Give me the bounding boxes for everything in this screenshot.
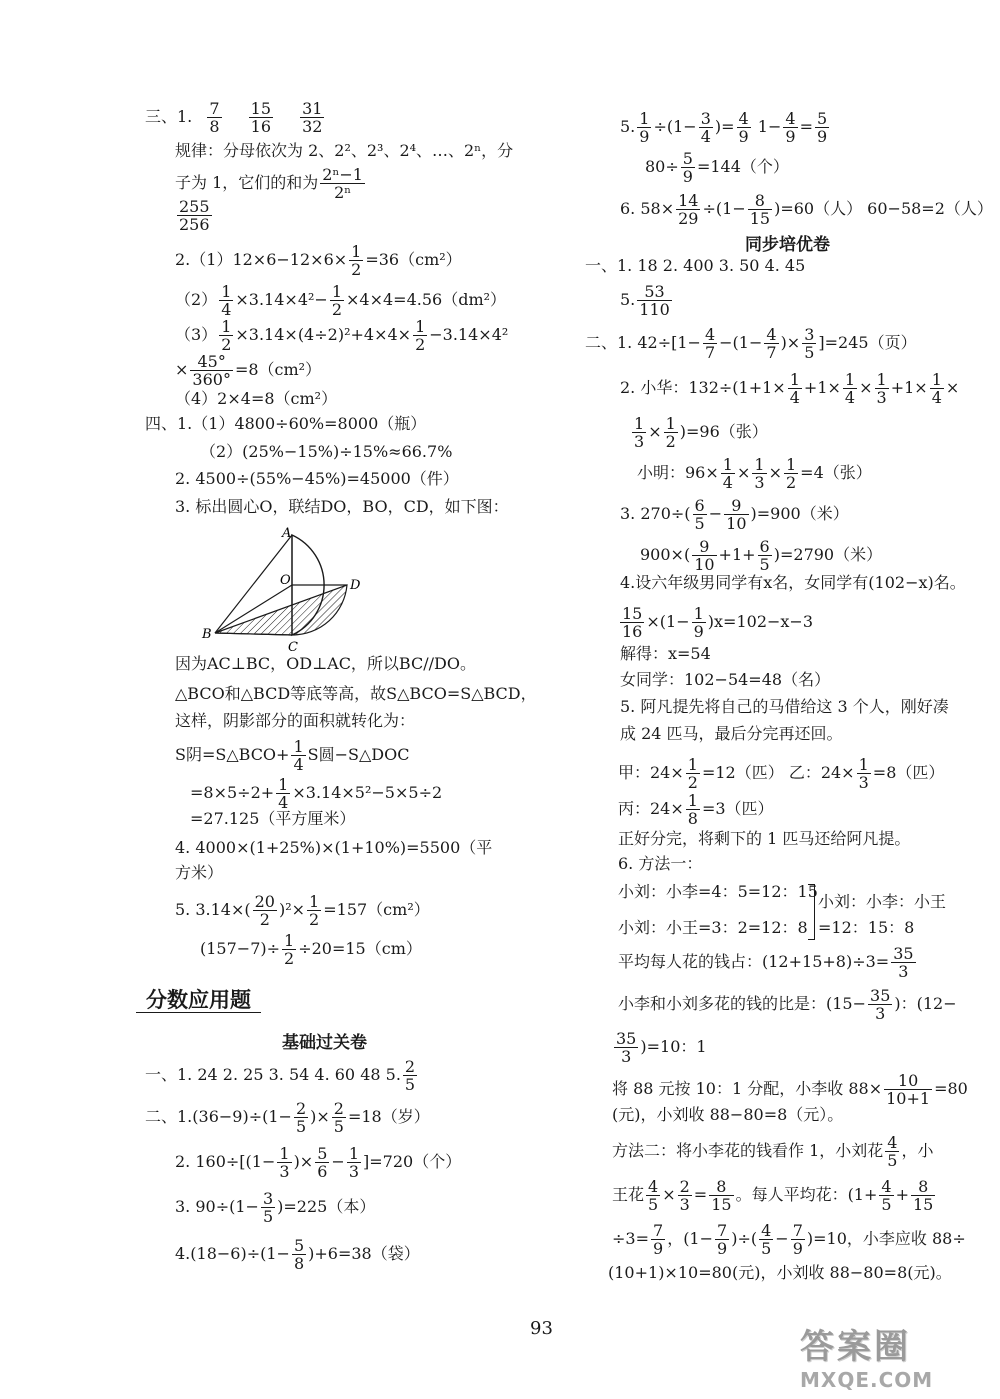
q4-3: 3. 标出圆心O，联结DO，BO，CD，如下图： <box>175 497 509 516</box>
text: × <box>175 360 189 379</box>
fraction: $\frac{8}{15}$ <box>749 191 771 228</box>
text: +1× <box>890 378 928 397</box>
text: 4.(18−6)÷(1− <box>175 1244 290 1263</box>
text: (157−7)÷ <box>200 939 281 958</box>
text: ×3.14×5²−5×5÷2 <box>292 783 443 802</box>
text: )× <box>293 1152 314 1171</box>
text: × <box>662 1185 676 1204</box>
fraction: $\frac{5}{9}$ <box>816 109 828 146</box>
adv-2-4a: 4.设六年级男同学有x名，女同学有(102−x)名。 <box>620 573 966 592</box>
fraction: $\frac{1}{2}$ <box>687 755 698 792</box>
geometry-figure <box>200 525 370 655</box>
r-q5b <box>645 150 789 185</box>
text: )=225（本） <box>277 1197 376 1216</box>
fraction: $\frac{2}{3}$ <box>679 1177 690 1214</box>
fraction: $\frac{7}{9}$ <box>653 1221 664 1258</box>
text: =80 <box>934 1079 968 1098</box>
fraction: $\frac{3}{5}$ <box>804 325 815 362</box>
q4-3-line4 <box>175 738 409 773</box>
adv-2-5a: 5. 阿凡提先将自己的马借给这 3 个人，刚好凑 <box>620 697 949 716</box>
text: +1× <box>803 378 841 397</box>
text: 5. <box>620 117 636 136</box>
text: )= <box>714 117 735 136</box>
q4-4b: 方米） <box>175 863 224 882</box>
label-a: A <box>282 526 292 541</box>
text: − <box>331 1152 345 1171</box>
q4-1-1: 四、1.（1）4800÷60%=8000（瓶） <box>145 414 427 433</box>
text: 小李和小刘多花的钱的比是：(15− <box>618 994 867 1013</box>
basic-2-3 <box>175 1190 375 1225</box>
fraction: $\frac{31}{32}$ <box>302 99 323 136</box>
adv-2-6k <box>612 1222 966 1257</box>
fraction: $\frac{1}{4}$ <box>844 370 856 407</box>
fraction: $\frac{1}{4}$ <box>278 775 289 812</box>
q4-2: 2. 4500÷(55%−45%)=45000（件） <box>175 469 459 488</box>
text: 将 88 元按 10：1 分配，小李收 88× <box>612 1079 883 1098</box>
text: ×3.14×(4÷2)²+4×4× <box>235 325 412 344</box>
text: )=60（人） 60−58=2（人） <box>774 199 993 218</box>
fraction: $\frac{4}{9}$ <box>738 109 749 146</box>
fraction: $\frac{20}{2}$ <box>254 892 275 929</box>
text: )=2790（米） <box>773 545 883 564</box>
text: 1− <box>752 117 782 136</box>
fraction: $\frac{1}{9}$ <box>639 109 650 146</box>
fraction: $\frac{1}{2}$ <box>309 892 320 929</box>
q4-1-2: （2）(25%−15%)÷15%≈66.7% <box>200 442 453 461</box>
fraction: $\frac{1}{4}$ <box>931 370 942 407</box>
q3-2-2 <box>175 283 506 318</box>
text: 6. 58× <box>620 199 675 218</box>
label-b: B <box>202 627 212 642</box>
q4-3-line5 <box>190 776 442 811</box>
subsection-title-advanced: 同步培优卷 <box>745 235 830 255</box>
q3-1-answer <box>175 198 214 233</box>
fraction: $\frac{1}{8}$ <box>687 791 698 828</box>
r-q6 <box>620 192 993 227</box>
adv-2-6c: 小刘：小王=3：2=12：8 <box>618 918 808 937</box>
fraction: $\frac{4}{5}$ <box>887 1133 898 1170</box>
text: =12（匹） 乙：24× <box>701 763 855 782</box>
fraction: $\frac{255}{256}$ <box>179 197 210 234</box>
subsection-title-basic: 基础过关卷 <box>282 1033 367 1053</box>
fraction: $\frac{7}{8}$ <box>209 99 220 136</box>
fraction: $\frac{4}{7}$ <box>704 325 716 362</box>
fraction: $\frac{1}{3}$ <box>754 455 765 492</box>
text: 80÷ <box>645 157 679 176</box>
adv-2-6g <box>612 1072 968 1107</box>
fraction: $\frac{9}{10}$ <box>726 496 747 533</box>
text: ÷3= <box>612 1229 649 1248</box>
text: )=10：1 <box>640 1037 707 1056</box>
text: ，小 <box>901 1141 934 1160</box>
section-underline <box>136 1012 261 1013</box>
fraction: $\frac{2}{5}$ <box>333 1099 344 1136</box>
text: ×3.14×4²− <box>235 290 328 309</box>
basic-2-4 <box>175 1237 420 1272</box>
text: =18（岁） <box>347 1107 430 1126</box>
text: 一、1. 24 2. 25 3. 54 4. 60 48 5. <box>145 1065 401 1084</box>
text: × <box>648 422 662 441</box>
adv-2-6f <box>612 1030 707 1065</box>
adv-2-4c: 解得：x=54 <box>620 644 711 663</box>
text: −3.14×4² <box>429 325 509 344</box>
text: × <box>768 463 782 482</box>
adv-2-6j <box>612 1178 937 1213</box>
fraction: $\frac{1}{4}$ <box>293 737 304 774</box>
fraction: $\frac{1}{4}$ <box>221 282 232 319</box>
fraction: $\frac{8}{15}$ <box>913 1177 934 1214</box>
fraction: $\frac{1}{2}$ <box>415 317 426 354</box>
q4-5b <box>200 932 422 967</box>
adv-2-5b: 成 24 匹马，最后分完再还回。 <box>620 724 843 743</box>
fraction: $\frac{4}{7}$ <box>766 325 777 362</box>
fraction: $\frac{14}{29}$ <box>678 191 699 228</box>
q4-3-line1: 因为AC⊥BC，OD⊥AC，所以BC//DO。 <box>175 654 476 673</box>
fraction: $\frac{2}{5}$ <box>295 1099 307 1136</box>
fraction: $\frac{1}{4}$ <box>722 455 733 492</box>
adv-2-6i <box>612 1134 933 1169</box>
q4-5a <box>175 893 430 928</box>
text: )× <box>780 333 801 352</box>
fraction: $\frac{1}{2}$ <box>331 282 342 319</box>
fraction: $\frac{3}{5}$ <box>262 1189 274 1226</box>
text: =8（cm²） <box>234 360 322 379</box>
fraction: $\frac{1}{2}$ <box>785 455 797 492</box>
fraction: $\frac{53}{110}$ <box>639 282 670 319</box>
fraction: $\frac{7}{9}$ <box>792 1221 803 1258</box>
fraction: $\frac{1}{9}$ <box>693 604 704 641</box>
fraction: $\frac{7}{9}$ <box>717 1221 728 1258</box>
fraction: $\frac{1}{2}$ <box>221 317 232 354</box>
basic-2-1 <box>145 1100 430 1135</box>
fraction: $\frac{3}{4}$ <box>700 109 711 146</box>
fraction: $\frac{4}{5}$ <box>881 1177 892 1214</box>
text: )÷( <box>731 1229 758 1248</box>
fraction: $\frac{\text{2ⁿ−1}}{\text{2ⁿ}}$ <box>322 165 363 202</box>
fraction: $\frac{4}{9}$ <box>785 109 796 146</box>
fraction: $\frac{1}{2}$ <box>351 242 362 279</box>
text: ，(1− <box>667 1229 714 1248</box>
q3-2-3b <box>175 353 321 388</box>
fraction: $\frac{15}{16}$ <box>622 604 643 641</box>
text: 。每人平均花：(1+ <box>735 1185 878 1204</box>
text: 子为 1，它们的和为 <box>175 173 319 192</box>
fraction: $\frac{1}{4}$ <box>789 370 800 407</box>
adv-2-4d: 女同学：102−54=48（名） <box>620 670 831 689</box>
adv-2-6-right2: =12：15：8 <box>818 918 915 937</box>
text: × <box>945 378 960 397</box>
text: + <box>895 1185 909 1204</box>
text: ÷20=15（cm） <box>298 939 422 958</box>
fraction: $\frac{15}{16}$ <box>250 99 272 136</box>
text: 2. 160÷[(1− <box>175 1152 276 1171</box>
text: 3. 90÷(1− <box>175 1197 259 1216</box>
q3-2-1 <box>175 243 462 278</box>
text: 丙：24× <box>618 799 684 818</box>
text: = <box>693 1185 708 1204</box>
fraction: $\frac{8}{15}$ <box>711 1177 732 1214</box>
fraction: $\frac{4}{5}$ <box>648 1177 659 1214</box>
text: 二、1. 42÷[1− <box>585 333 701 352</box>
adv-2-5d <box>618 792 774 827</box>
text: ×4×4=4.56（dm²） <box>346 290 507 309</box>
adv-2-6l: (10+1)×10=80(元)，小刘收 88−80=8(元)。 <box>608 1263 952 1282</box>
page-number: 93 <box>530 1318 553 1339</box>
watermark-bottom: MXQE.COM <box>800 1368 934 1392</box>
fraction: $\frac{35}{3}$ <box>870 986 891 1023</box>
text: =144（个） <box>696 157 789 176</box>
fraction: $\frac{35}{3}$ <box>616 1029 637 1066</box>
fraction: $\frac{1}{2}$ <box>284 931 295 968</box>
text: ÷(1− <box>702 199 746 218</box>
adv-2-4b <box>618 605 813 640</box>
adv-2-6h: (元)，小刘收 88−80=8（元）。 <box>612 1105 844 1124</box>
basic-part1 <box>145 1058 419 1093</box>
q3-1-rule-line2 <box>175 166 367 201</box>
adv-2-6-right1: 小刘：小李：小王 <box>818 892 947 911</box>
text: × <box>736 463 751 482</box>
fraction: $\frac{1}{2}$ <box>665 414 676 451</box>
fraction: $\frac{6}{5}$ <box>694 496 705 533</box>
adv-part1-5 <box>620 283 674 318</box>
text: （3） <box>175 325 218 344</box>
text: 3. 270÷( <box>620 504 691 523</box>
brace <box>808 884 815 940</box>
text: = <box>799 117 813 136</box>
label-o: O <box>280 573 291 588</box>
text: )：(12− <box>894 994 957 1013</box>
text: )²× <box>278 900 306 919</box>
text: =157（cm²） <box>323 900 430 919</box>
q4-3-line6: =27.125（平方厘米） <box>190 809 356 828</box>
r-q5a <box>620 110 831 145</box>
basic-2-2 <box>175 1145 461 1180</box>
adv-2-5c <box>618 756 944 791</box>
q3-2-3 <box>175 318 508 353</box>
text: )+6=38（袋） <box>308 1244 420 1263</box>
text: )=900（米） <box>750 504 849 523</box>
fraction: $\frac{5}{9}$ <box>682 149 693 186</box>
text: ]=720（个） <box>363 1152 462 1171</box>
fraction: $\frac{5}{6}$ <box>317 1144 328 1181</box>
text: =4（张） <box>800 463 872 482</box>
adv-2-6a: 6. 方法一： <box>618 854 703 873</box>
adv-2-3b <box>640 538 882 573</box>
text: )=10，小李应收 88÷ <box>806 1229 966 1248</box>
q4-4a: 4. 4000×(1+25%)×(1+10%)=5500（平 <box>175 838 493 857</box>
text: 三、1. <box>145 107 193 126</box>
text: 王花 <box>612 1185 645 1204</box>
fraction: $\frac{1}{3}$ <box>876 370 887 407</box>
adv-2-6b: 小刘：小李=4：5=12：15 <box>618 882 818 901</box>
adv-2-2c <box>637 456 872 491</box>
fraction: $\frac{35}{3}$ <box>893 944 914 981</box>
text: 5. 3.14×( <box>175 900 251 919</box>
fraction: $\frac{10}{10+1}$ <box>886 1071 931 1108</box>
label-c: C <box>288 640 298 655</box>
text: （2） <box>175 290 218 309</box>
fraction: $\frac{1}{3}$ <box>858 755 869 792</box>
fraction: $\frac{6}{5}$ <box>759 537 770 574</box>
q3-2-4: （4）2×4=8（cm²） <box>175 389 338 408</box>
adv-2-5e: 正好分完，将剩下的 1 匹马还给阿凡提。 <box>618 829 911 848</box>
text: )× <box>310 1107 330 1126</box>
adv-2-2a <box>620 371 959 406</box>
q4-3-line3: 这样，阴影部分的面积就转化为： <box>175 711 416 730</box>
text: − <box>708 504 723 523</box>
adv-2-3a <box>620 497 849 532</box>
q3-1-rule-line1: 规律：分母依次为 2、2²、2³、2⁴、…、2ⁿ，分 <box>175 141 514 160</box>
text: −(1− <box>719 333 763 352</box>
text: 方法二：将小李花的钱看作 1，小刘花 <box>612 1141 884 1160</box>
text: )x=102−x−3 <box>707 612 814 631</box>
text: 2. 小华：132÷(1+1× <box>620 378 786 397</box>
fraction: $\frac{9}{10}$ <box>694 537 715 574</box>
text: S阴=S△BCO+ <box>175 745 290 764</box>
text: ×(1− <box>646 612 690 631</box>
adv-part1: 一、1. 18 2. 400 3. 50 4. 45 <box>585 256 806 275</box>
q3-1-line <box>145 100 326 135</box>
text: )=96（张） <box>679 422 768 441</box>
fraction: $\frac{1}{3}$ <box>634 414 645 451</box>
label-d: D <box>350 578 361 593</box>
text: S圆−S△DOC <box>307 745 410 764</box>
text: 5. <box>620 290 636 309</box>
fraction: $\frac{1}{3}$ <box>279 1144 290 1181</box>
adv-2-6d <box>618 945 918 980</box>
text: 二、1.(36−9)÷(1− <box>145 1107 292 1126</box>
text: =8×5÷2+ <box>190 783 275 802</box>
watermark-logo <box>800 1319 980 1392</box>
watermark-top: 答案圈 <box>800 1327 911 1367</box>
text: 900×( <box>640 545 691 564</box>
fraction: $\frac{4}{5}$ <box>761 1221 772 1258</box>
section-title: 分数应用题 <box>146 987 251 1012</box>
adv-2-1 <box>585 326 917 361</box>
text: 甲：24× <box>618 763 684 782</box>
fraction: $\frac{5}{8}$ <box>293 1236 305 1273</box>
fraction: $\frac{2}{5}$ <box>404 1057 416 1094</box>
text: × <box>859 378 873 397</box>
q4-3-line2: △BCO和△BCD等底等高，故S△BCO=S△BCD， <box>175 684 537 703</box>
adv-2-2b <box>630 415 768 450</box>
fraction: $\frac{1}{3}$ <box>348 1144 359 1181</box>
text: 平均每人花的钱占：(12+15+8)÷3= <box>618 952 890 971</box>
fraction: $\frac{45^\circ}{360^\circ}$ <box>192 352 231 389</box>
adv-2-6e <box>618 987 957 1022</box>
text: =3（匹） <box>701 799 774 818</box>
text: − <box>775 1229 789 1248</box>
text: 小明：96× <box>637 463 719 482</box>
text: 2.（1）12×6−12×6× <box>175 250 348 269</box>
text: ]=245（页） <box>818 333 917 352</box>
text: =36（cm²） <box>365 250 462 269</box>
text: ÷(1− <box>653 117 697 136</box>
text: +1+ <box>718 545 756 564</box>
text: =8（匹） <box>872 763 945 782</box>
